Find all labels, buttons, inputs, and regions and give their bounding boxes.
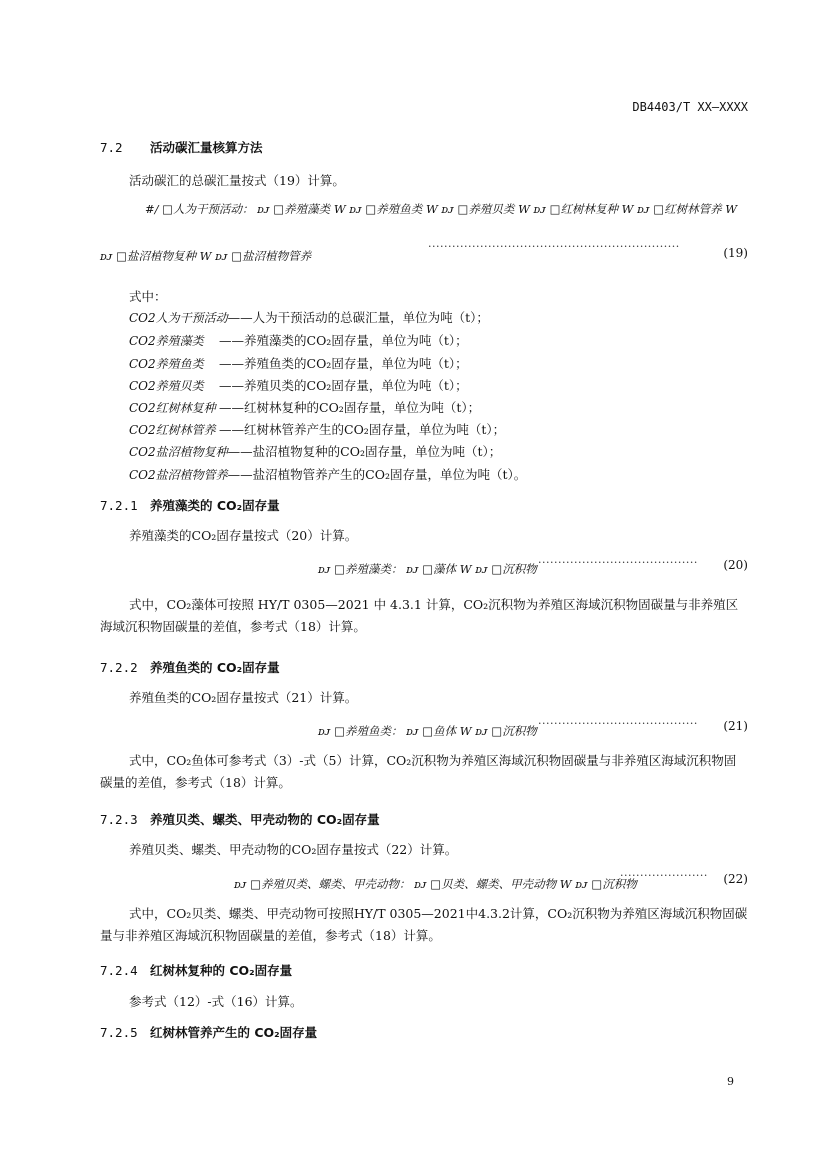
variable-row [129,331,468,349]
section-heading-7-2-1 [100,496,280,514]
section-heading-7-2-3 [100,810,380,828]
paragraph-intro-19: 活动碳汇的总碳汇量按式（19）计算。 [129,173,345,188]
variable-row [129,465,526,483]
paragraph-body: 参考式（12）-式（16）计算。 [129,994,303,1009]
variable-description: ——养殖藻类的CO₂固存量，单位为吨（t）； [219,333,468,348]
equation-19-line2: ᴅᴊ □盐沼植物复种 W ᴅᴊ □盐沼植物管养 [100,249,312,263]
section-number: 7.2 [100,140,123,155]
equation-20: ᴅᴊ □养殖藻类： ᴅᴊ □藻体 W ᴅᴊ □沉积物 [318,562,537,576]
section-number: 7.2.4 [100,963,138,978]
section-number: 7.2.3 [100,812,138,827]
variable-description: ——红树林管养产生的CO₂固存量，单位为吨（t）； [219,422,506,437]
page-number: 9 [727,1075,734,1088]
section-number: 7.2.1 [100,498,138,513]
section-heading-7-2-5 [100,1023,317,1041]
paragraph-body: 式中，CO₂贝类、螺类、甲壳动物可按照HY/T 0305—2021中4.3.2计算，CO₂沉积物为养殖区海域沉积物固碳量与非养殖区海域沉积物固碳量的差值，参考式（18）计算。 [100,906,748,943]
variable-symbol: CO2红树林复种 [129,401,216,415]
variable-row [129,442,501,460]
variable-symbol: CO2盐沼植物复种 [129,445,228,459]
variable-description: ——养殖鱼类的CO₂固存量，单位为吨（t）； [219,356,468,371]
variable-row [129,398,480,416]
equation-number: (20) [723,558,748,572]
section-heading-7-2 [100,138,263,156]
equation-leader-dots: ········································ [538,556,698,569]
variable-symbol: CO2盐沼植物管养 [129,468,228,482]
section-title: 红树林复种的 CO₂固存量 [150,963,293,978]
equation-19-line1: #/ □人为干预活动： ᴅᴊ □养殖藻类 W ᴅᴊ □养殖鱼类 W ᴅᴊ □养殖贝类 W ᴅᴊ □红树林复种 W ᴅᴊ □红树林管养 W [145,202,738,216]
variable-symbol: CO2养殖鱼类 [129,357,204,371]
section-title: 养殖鱼类的 CO₂固存量 [150,660,280,675]
section-number: 7.2.5 [100,1025,138,1040]
equation-number: (19) [723,246,748,260]
section-heading-7-2-4 [100,961,292,979]
equation-21: ᴅᴊ □养殖鱼类： ᴅᴊ □鱼体 W ᴅᴊ □沉积物 [318,724,537,738]
document-code: DB4403/T XX—XXXX [632,100,748,114]
variable-row [129,376,468,394]
variable-description: ——盐沼植物复种的CO₂固存量，单位为吨（t）； [227,444,502,459]
variable-row [129,420,505,438]
paragraph-intro-22: 养殖贝类、螺类、甲壳动物的CO₂固存量按式（22）计算。 [129,842,458,857]
variable-row [129,308,489,326]
equation-22: ᴅᴊ □养殖贝类、螺类、甲壳动物： ᴅᴊ □贝类、螺类、甲壳动物 W ᴅᴊ □沉积物 [234,877,637,891]
paragraph-body: 式中，CO₂藻体可按照 HY/T 0305—2021 中 4.3.1 计算，CO₂沉积物为养殖区海域沉积物固碳量与非养殖区海域沉积物固碳量的差值，参考式（18）计算。 [100,597,739,634]
variable-symbol: CO2养殖藻类 [129,334,204,348]
variable-symbol: CO2养殖贝类 [129,379,204,393]
variable-symbol: CO2人为干预活动 [129,311,228,325]
variable-description: ——养殖贝类的CO₂固存量，单位为吨（t）； [219,378,468,393]
variable-description: ——红树林复种的CO₂固存量，单位为吨（t）； [219,400,481,415]
variable-description: ——人为干预活动的总碳汇量，单位为吨（t）； [227,310,489,325]
section-title: 养殖藻类的 CO₂固存量 [150,498,280,513]
variable-symbol: CO2红树林管养 [129,423,216,437]
section-number: 7.2.2 [100,660,138,675]
equation-number: (22) [723,872,748,886]
equation-leader-dots: ······························································· [428,240,680,253]
section-title: 红树林管养产生的 CO₂固存量 [150,1025,318,1040]
equation-number: (21) [723,719,748,733]
variable-description: ——盐沼植物管养产生的CO₂固存量，单位为吨（t）。 [227,467,527,482]
paragraph-intro-21: 养殖鱼类的CO₂固存量按式（21）计算。 [129,690,358,705]
equation-leader-dots: ········································ [538,717,698,730]
equation-leader-dots: ······················ [620,869,708,882]
variable-row [129,354,468,372]
where-label: 式中： [129,289,167,304]
section-heading-7-2-2 [100,658,280,676]
paragraph-body: 式中，CO₂鱼体可参考式（3）-式（5）计算，CO₂沉积物为养殖区海域沉积物固碳量与非养殖区海域沉积物固碳量的差值，参考式（18）计算。 [100,753,737,790]
paragraph-intro-20: 养殖藻类的CO₂固存量按式（20）计算。 [129,528,358,543]
section-title: 活动碳汇量核算方法 [150,140,263,155]
section-title: 养殖贝类、螺类、甲壳动物的 CO₂固存量 [150,812,380,827]
